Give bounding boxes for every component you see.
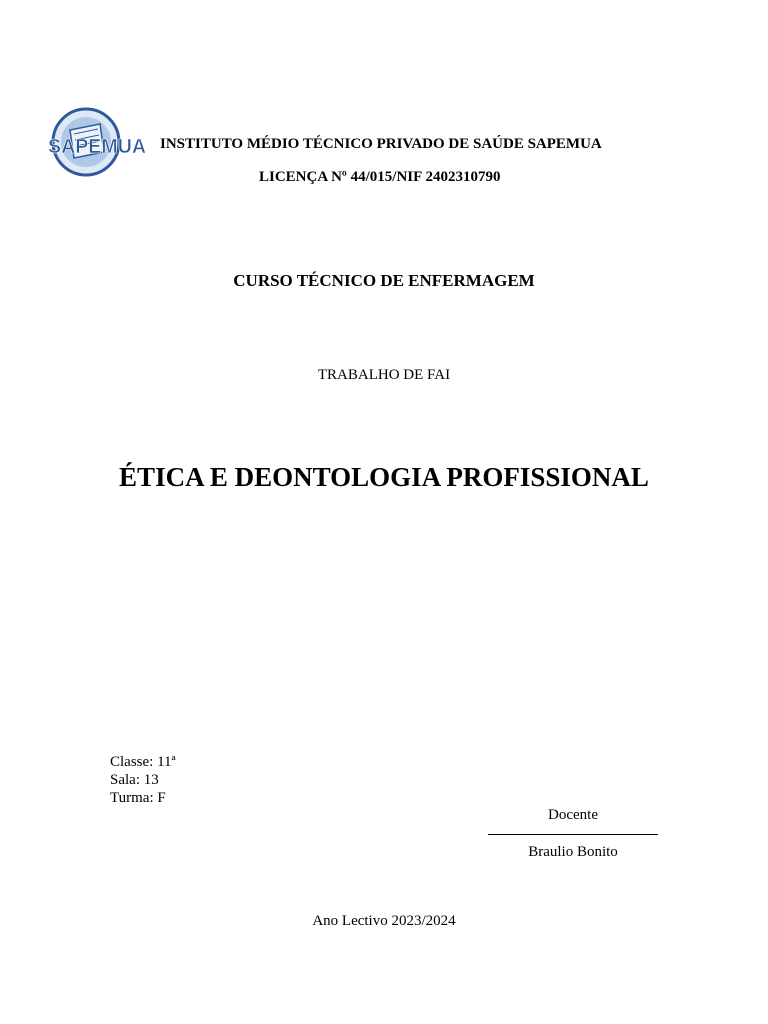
logo-emblem [44, 104, 150, 182]
teacher-name: Braulio Bonito [528, 844, 618, 860]
room-info: Sala: 13 [110, 772, 159, 788]
class-info: Classe: 11ª [110, 754, 176, 770]
teacher-label: Docente [548, 807, 598, 823]
institution-logo [44, 104, 150, 182]
document-title: ÉTICA E DEONTOLOGIA PROFISSIONAL [119, 462, 649, 492]
logo-wordmark: SAPEMUA [48, 136, 146, 158]
license-number: LICENÇA Nº 44/015/NIF 2402310790 [259, 169, 501, 185]
academic-year: Ano Lectivo 2023/2024 [312, 913, 456, 929]
institution-name: INSTITUTO MÉDIO TÉCNICO PRIVADO DE SAÚDE SAPEMUA [160, 136, 602, 152]
course-name: CURSO TÉCNICO DE ENFERMAGEM [233, 271, 535, 290]
signature-line [488, 834, 658, 835]
group-info: Turma: F [110, 790, 166, 806]
work-type: TRABALHO DE FAI [317, 367, 451, 383]
